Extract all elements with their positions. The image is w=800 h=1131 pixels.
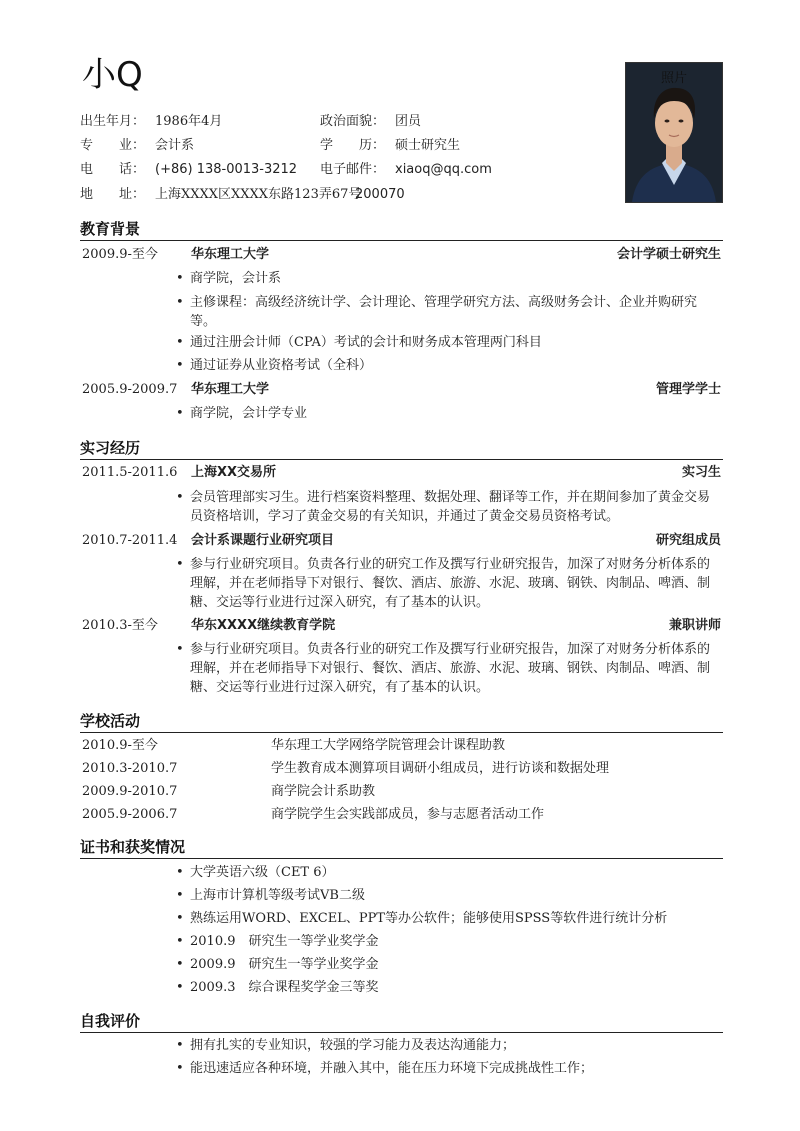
entry-org: 华东理工大学	[191, 382, 270, 397]
section-divider	[80, 240, 723, 241]
activity-text: 商学院学生会实践部成员，参与志愿者活动工作	[271, 807, 545, 822]
entry-date: 2011.5-2011.6	[82, 465, 178, 480]
entry-org: 会计系课题行业研究项目	[191, 533, 335, 548]
education-entry	[80, 245, 723, 265]
email-value: xiaoq@qq.com	[395, 162, 492, 177]
bullet-item: • 商学院，会计学专业	[176, 406, 308, 421]
phone-value: (+86) 138-0013-3212	[155, 162, 298, 177]
postcode-value: 200070	[355, 187, 405, 202]
political-label: 政治面貌：	[320, 114, 386, 129]
activity-date: 2009.9-2010.7	[82, 784, 178, 799]
section-divider	[80, 1032, 723, 1033]
bullet-item: • 会员管理部实习生。进行档案资料整理、数据处理、翻译等工作，并在期间参加了黄金交易员资格培训，学习了黄金交易的有关知识，并通过了黄金交易员资格考试。	[176, 490, 711, 524]
award-item: • 2009.3 综合课程奖学金三等奖	[176, 980, 379, 995]
entry-role: 研究组成员	[655, 533, 721, 548]
activity-date: 2005.9-2006.7	[82, 807, 178, 822]
education-entry	[80, 380, 723, 400]
email-label: 电子邮件：	[320, 162, 386, 177]
bullet-item: • 参与行业研究项目。负责各行业的研究工作及撰写行业研究报告，加深了对财务分析体系的理解，并在老师指导下对银行、餐饮、酒店、旅游、水泥、玻璃、钢铁、肉制品、啤酒、制糖、交运等行业进行过深入研究，有了基本的认识。	[176, 642, 711, 695]
major-value: 会计系	[155, 138, 195, 153]
activity-row	[80, 782, 723, 802]
entry-role: 实习生	[681, 465, 721, 480]
section-title-education: 教育背景	[80, 220, 141, 238]
entry-role: 管理学学士	[655, 382, 721, 397]
internship-entry	[80, 463, 723, 483]
entry-date: 2010.7-2011.4	[82, 533, 178, 548]
profile-photo	[625, 62, 723, 203]
entry-org: 华东XXXX继续教育学院	[191, 618, 336, 633]
birth-value: 1986年4月	[155, 114, 223, 129]
activity-row	[80, 759, 723, 779]
candidate-name: 小Q	[82, 55, 143, 95]
entry-org: 华东理工大学	[191, 247, 270, 262]
degree-label: 学 历：	[320, 138, 386, 153]
section-divider	[80, 732, 723, 733]
internship-entry	[80, 616, 723, 636]
award-item: • 上海市计算机等级考试VB二级	[176, 888, 365, 903]
bullet-item: • 通过证券从业资格考试（全科）	[176, 358, 373, 373]
photo-label: 照片	[660, 71, 687, 86]
internship-entry	[80, 531, 723, 551]
section-title-awards: 证书和获奖情况	[80, 838, 186, 856]
bullet-item: • 商学院，会计系	[176, 271, 282, 286]
degree-value: 硕士研究生	[395, 138, 461, 153]
self-eval-item: • 拥有扎实的专业知识，较强的学习能力及表达沟通能力；	[176, 1038, 516, 1053]
section-title-self-eval: 自我评价	[80, 1012, 141, 1030]
award-item: • 2009.9 研究生一等学业奖学金	[176, 957, 379, 972]
bullet-item: • 参与行业研究项目。负责各行业的研究工作及撰写行业研究报告，加深了对财务分析体系的理解，并在老师指导下对银行、餐饮、酒店、旅游、水泥、玻璃、钢铁、肉制品、啤酒、制糖、交运等行业进行过深入研究，有了基本的认识。	[176, 557, 711, 610]
entry-role: 兼职讲师	[668, 618, 721, 633]
political-value: 团员	[395, 114, 422, 129]
bullet-item: • 通过注册会计师（CPA）考试的会计和财务成本管理两门科目	[176, 335, 542, 350]
award-item: • 熟练运用WORD、EXCEL、PPT等办公软件；能够使用SPSS等软件进行统计分析	[176, 911, 668, 926]
entry-org: 上海XX交易所	[191, 465, 277, 480]
activity-row	[80, 736, 723, 756]
activity-text: 华东理工大学网络学院管理会计课程助教	[271, 738, 506, 753]
section-title-internship: 实习经历	[80, 439, 141, 457]
section-title-activities: 学校活动	[80, 712, 141, 730]
entry-date: 2009.9-至今	[82, 247, 158, 262]
award-item: • 2010.9 研究生一等学业奖学金	[176, 934, 379, 949]
activity-date: 2010.9-至今	[82, 738, 158, 753]
award-item: • 大学英语六级（CET 6）	[176, 865, 335, 880]
self-eval-item: • 能迅速适应各种环境，并融入其中，能在压力环境下完成挑战性工作；	[176, 1061, 594, 1076]
activity-row	[80, 805, 723, 825]
birth-label: 出生年月：	[80, 114, 146, 129]
address-label: 地 址：	[80, 187, 146, 202]
activity-text: 学生教育成本测算项目调研小组成员，进行访谈和数据处理	[271, 761, 610, 776]
bullet-item: • 主修课程：高级经济统计学、会计理论、管理学研究方法、高级财务会计、企业并购研究等。	[176, 295, 698, 329]
section-divider	[80, 459, 723, 460]
entry-role: 会计学硕士研究生	[616, 247, 721, 262]
section-divider	[80, 858, 723, 859]
activity-text: 商学院会计系助教	[271, 784, 376, 799]
entry-date: 2010.3-至今	[82, 618, 158, 633]
phone-label: 电 话：	[80, 162, 146, 177]
address-value: 上海XXXX区XXXX东路123弄67号	[155, 187, 362, 202]
major-label: 专 业：	[80, 138, 146, 153]
entry-date: 2005.9-2009.7	[82, 382, 178, 397]
activity-date: 2010.3-2010.7	[82, 761, 178, 776]
